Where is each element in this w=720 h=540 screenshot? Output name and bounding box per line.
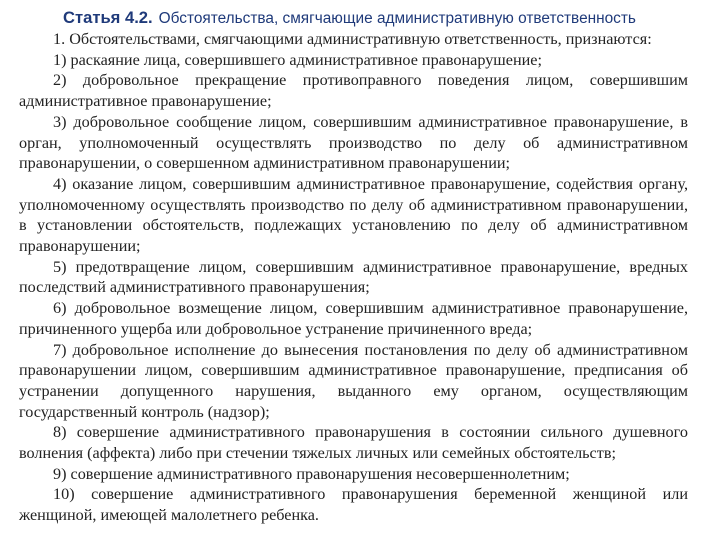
article-heading xyxy=(63,7,688,29)
list-item-7: 7) добровольное исполнение до вынесения постановления по делу об административном правонарушении лицом, совершившим административное правонарушение, предписания об устранении допущенного нарушения, выданного ему органом, осуществляющим государственный контроль (надзор); xyxy=(19,340,688,421)
list-item-8: 8) совершение административного правонарушения в состоянии сильного душевного волнения (аффекта) либо при стечении тяжелых личных или семейных обстоятельств; xyxy=(19,423,688,463)
intro-paragraph: 1. Обстоятельствами, смягчающими административную ответственность, признаются: xyxy=(53,30,652,48)
list-item-5: 5) предотвращение лицом, совершившим административное правонарушение, вредных последствий административного правонарушения; xyxy=(19,257,688,297)
list-item-2: 2) добровольное прекращение противоправного поведения лицом, совершившим административное правонарушение; xyxy=(19,71,688,111)
list-item-9: 9) совершение административного правонарушения несовершеннолетним; xyxy=(53,464,570,483)
list-item-4: 4) оказание лицом, совершившим административное правонарушение, содействия органу, уполномоченному осуществлять производство по делу об административном правонарушении, в установлении обстоятельств, подлежащих установлению по делу об административном правонарушении; xyxy=(19,174,688,256)
list-item-3: 3) добровольное сообщение лицом, совершившим административное правонарушение, в орган, уполномоченный осуществлять производство по делу об административном правонарушении, о совершенном административном правонарушении; xyxy=(19,112,688,173)
list-item-10: 10) совершение административного правонарушения беременной женщиной или женщиной, имеющей малолетнего ребенка. xyxy=(19,485,688,525)
article-number: Статья 4.2. xyxy=(63,8,153,27)
article-title: Обстоятельства, смягчающие административную ответственность xyxy=(158,10,636,27)
list-item-6: 6) добровольное возмещение лицом, совершившим административное правонарушение, причиненного ущерба или добровольное устранение причиненного вреда; xyxy=(19,299,688,338)
list-item-1: 1) раскаяние лица, совершившего административное правонарушение; xyxy=(53,50,542,69)
